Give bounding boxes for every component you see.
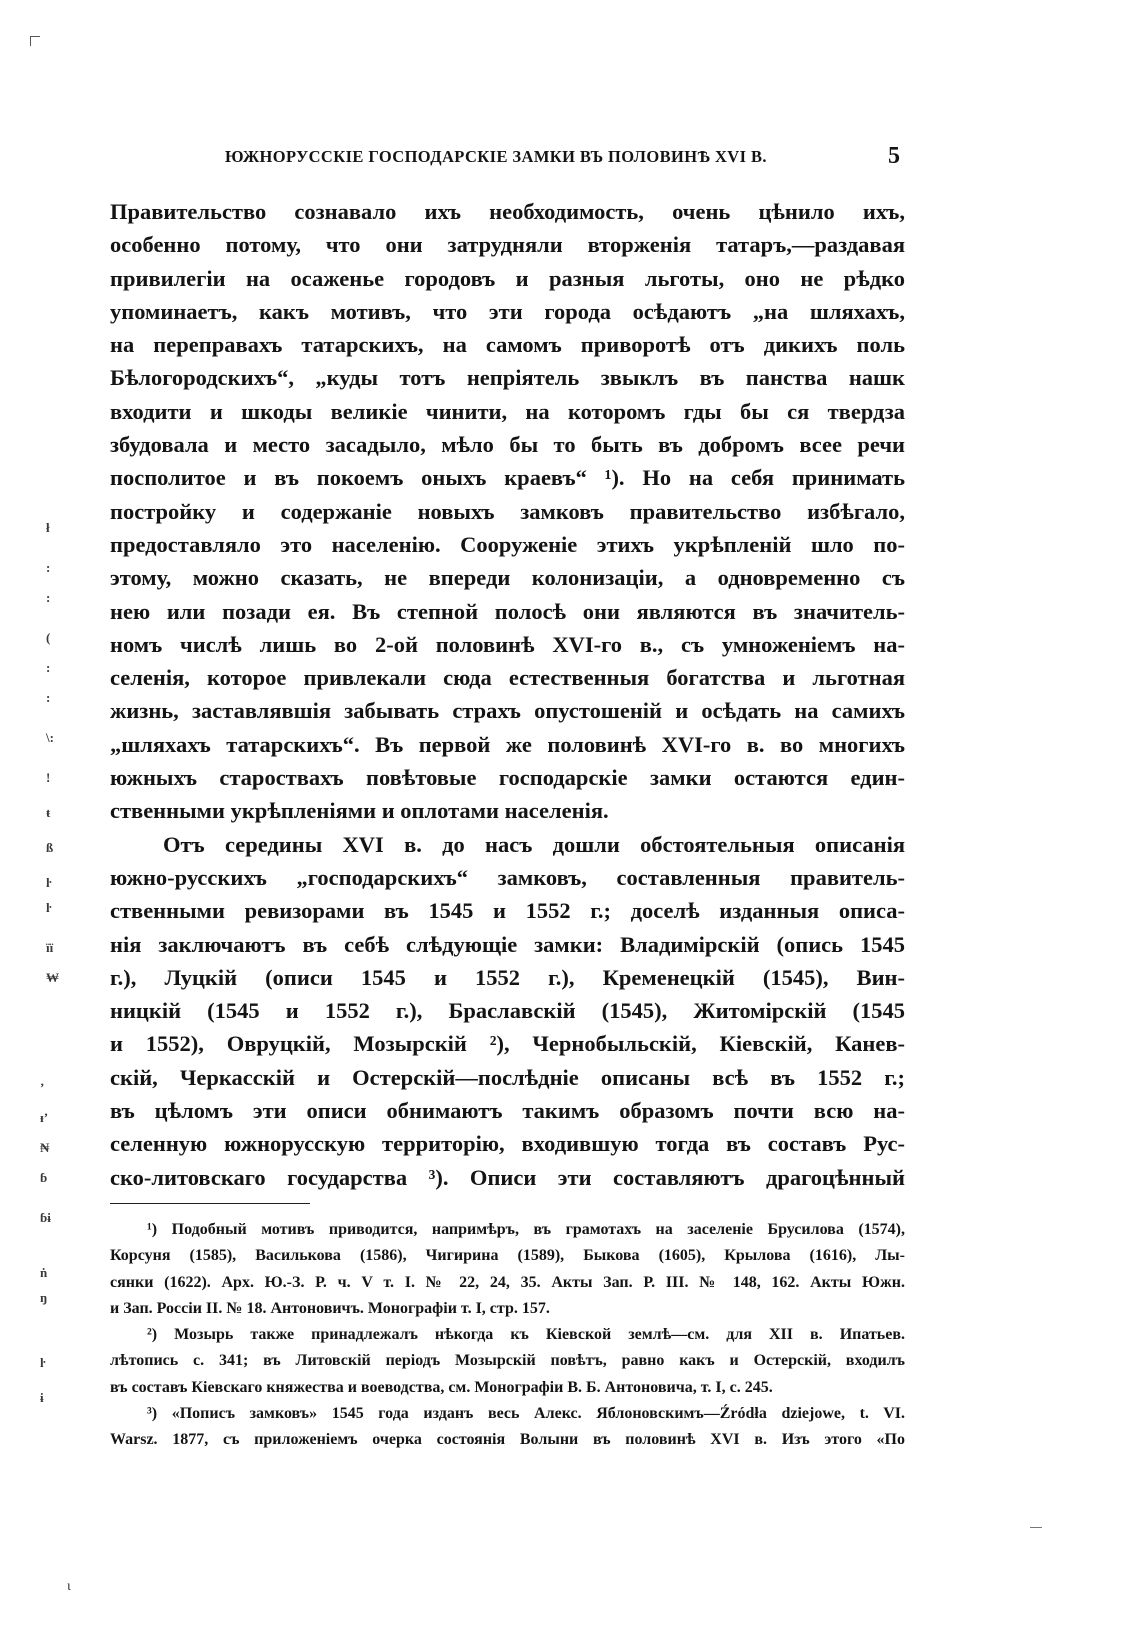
- margin-fragment: ß: [46, 840, 54, 855]
- margin-fragment: ŀ: [40, 1355, 46, 1370]
- main-text: [110, 195, 905, 1194]
- margin-fragment: \:: [46, 730, 54, 745]
- text-line: нія заключаютъ въ себѣ слѣдующіе замки: Владимірскій (опись 1545: [110, 931, 905, 957]
- text-line: ницкій (1545 и 1552 г.), Браславскій (1545), Житомірскій (1545: [110, 998, 905, 1024]
- margin-fragment: ɓɨ: [40, 1210, 51, 1225]
- margin-fragment: ₩: [46, 970, 59, 985]
- text-line: постройку и содержаніе новыхъ замковъ правительство избѣгало,: [110, 498, 905, 524]
- text-line: скій, Черкасскій и Остерскій—послѣдніе описаны всѣ въ 1552 г.;: [110, 1064, 905, 1090]
- footnote-line: Warsz. 1877, съ приложеніемъ очерка состоянія Волыни въ половинѣ XVI в. Изъ этого «По: [110, 1431, 905, 1449]
- margin-fragment: !: [46, 770, 51, 785]
- margin-fragment: ᵻʼ: [40, 1110, 49, 1125]
- text-line: входити и шкоды великіе чинити, на которомъ гды бы ся твердза: [110, 398, 905, 424]
- running-head: [225, 145, 900, 175]
- margin-fragment: ŀ: [46, 875, 52, 890]
- margin-fragment: ɨ: [40, 1390, 44, 1405]
- footnote-line: въ составъ Кіевскаго княжества и воеводства, см. Монографіи В. Б. Антоновича, т. I, с. 245.: [110, 1378, 773, 1396]
- footnote-line: ¹) Подобный мотивъ приводится, напримѣръ, въ грамотахъ на заселеніе Брусилова (1574),: [147, 1221, 905, 1238]
- margin-fragment: ʼ: [40, 1080, 45, 1095]
- page-number: 5: [888, 143, 900, 169]
- text-line: селенія, которое привлекали сюда естественныя богатства и льготная: [110, 665, 905, 691]
- text-line: жизнь, заставлявшія забывать страхъ опустошеній и осѣдать на самихъ: [110, 698, 905, 724]
- footnote-line: и Зап. Россіи II. № 18. Антоновичъ. Монографіи т. I, стр. 157.: [110, 1299, 550, 1317]
- text-line: предоставляло это населенію. Сооруженіе этихъ укрѣпленій шло по-: [110, 531, 905, 557]
- text-line: въ цѣломъ эти описи обнимаютъ такимъ образомъ почти всю на-: [110, 1098, 905, 1124]
- footnote-line: лѣтопись с. 341; въ Литовскій періодъ Мозырскій повѣтъ, равно какъ и Остерскій, входилъ: [110, 1352, 905, 1370]
- footnote-line: Корсуня (1585), Василькова (1586), Чигирина (1589), Быкова (1605), Крылова (1616), Лы-: [110, 1247, 905, 1265]
- scan-mark-dash: [1030, 1527, 1042, 1528]
- text-line: збудовала и место засадыло, мѣло бы то быть въ добромъ всее речи: [110, 432, 905, 458]
- text-line: и 1552), Овруцкій, Мозырскій ²), Чернобыльскій, Кіевскій, Канев-: [110, 1031, 905, 1057]
- text-line: „шляхахъ татарскихъ“. Въ первой же половинѣ XVI-го в. во многихъ: [110, 731, 905, 757]
- text-line: селенную южнорусскую территорію, входившую тогда въ составъ Рус-: [110, 1131, 905, 1157]
- text-line: Бѣлогородскихъ“, „куды тотъ непріятель звыклъ въ панства нашк: [110, 365, 905, 391]
- margin-fragment: ł: [46, 520, 50, 535]
- text-line: южно-русскихъ „господарскихъ“ замковъ, составленныя правитель-: [110, 864, 905, 890]
- running-title: ЮЖНОРУССКІЕ ГОСПОДАРСКІЕ ЗАМКИ ВЪ ПОЛОВИНѢ XVI В.: [225, 147, 767, 166]
- text-line: нею или позади ея. Въ степной полосѣ они являются въ значитель-: [110, 598, 905, 624]
- footnote-rule: [110, 1203, 310, 1204]
- text-line: Правительство сознавало ихъ необходимость, очень цѣнило ихъ,: [110, 199, 905, 224]
- text-line: посполитое и въ покоемъ оныхъ краевъ“ ¹). Но на себя принимать: [110, 465, 905, 491]
- margin-fragment: :: [46, 660, 51, 675]
- footnote-line: ²) Мозырь также принадлежалъ нѣкогда къ Кіевской землѣ—см. для XII в. Ипатьев.: [147, 1326, 905, 1344]
- margin-fragment: :: [46, 560, 51, 575]
- margin-fragment: ɓ: [40, 1170, 48, 1185]
- margin-fragment: :: [46, 690, 51, 705]
- text-line: особенно потому, что они затрудняли вторженія татаръ,—раздавая: [110, 232, 905, 258]
- text-line: упоминаетъ, какъ мотивъ, что эти города осѣдаютъ „на шляхахъ,: [110, 298, 905, 324]
- footnote-line: сянки (1622). Арх. Ю.-З. Р. ч. V т. I. № 22, 24, 35. Акты Зап. Р. III. № 148, 162. Акты Южн.: [110, 1273, 905, 1291]
- margin-fragment: ŀ: [46, 900, 52, 915]
- text-line: этому, можно сказать, не впереди колонизаціи, а одновременно съ: [110, 565, 905, 591]
- footnote-line: ³) «Пописъ замковъ» 1545 года изданъ весь Алекс. Яблоновскимъ—Źródła dziejowe, t. VI.: [147, 1405, 905, 1423]
- margin-fragment: (: [46, 630, 51, 645]
- scan-mark: ι: [67, 1579, 71, 1594]
- margin-fragment: ïï: [46, 940, 54, 955]
- text-line: привилегіи на осаженье городовъ и разныя льготы, оно не рѣдко: [110, 265, 905, 291]
- text-line: южныхъ староствахъ повѣтовые господарскіе замки остаются един-: [110, 765, 905, 791]
- margin-fragment: ŋ: [40, 1290, 48, 1305]
- margin-fragment: ṅ: [40, 1265, 48, 1280]
- text-line: на переправахъ татарскихъ, на самомъ приворотѣ отъ дикихъ поль: [110, 332, 905, 358]
- footnotes: [110, 1217, 905, 1454]
- text-line: ственными ревизорами въ 1545 и 1552 г.; доселѣ изданныя описа-: [110, 898, 905, 924]
- text-line: ственными укрѣпленіями и оплотами населенія.: [110, 798, 609, 824]
- margin-fragment: :: [46, 590, 51, 605]
- scan-corner-mark: [30, 36, 40, 46]
- text-line: г.), Луцкій (описи 1545 и 1552 г.), Кременецкій (1545), Вин-: [110, 964, 905, 990]
- margin-fragment: ŧ: [46, 805, 51, 820]
- text-line: номъ числѣ лишь во 2-ой половинѣ XVI-го в., съ умноженіемъ на-: [110, 631, 905, 657]
- text-line: ско-литовскаго государства ³). Описи эти составляютъ драгоцѣнный: [110, 1164, 905, 1190]
- text-line: Отъ середины XVI в. до насъ дошли обстоятельныя описанія: [163, 831, 905, 857]
- margin-fragment: ₦: [40, 1140, 50, 1155]
